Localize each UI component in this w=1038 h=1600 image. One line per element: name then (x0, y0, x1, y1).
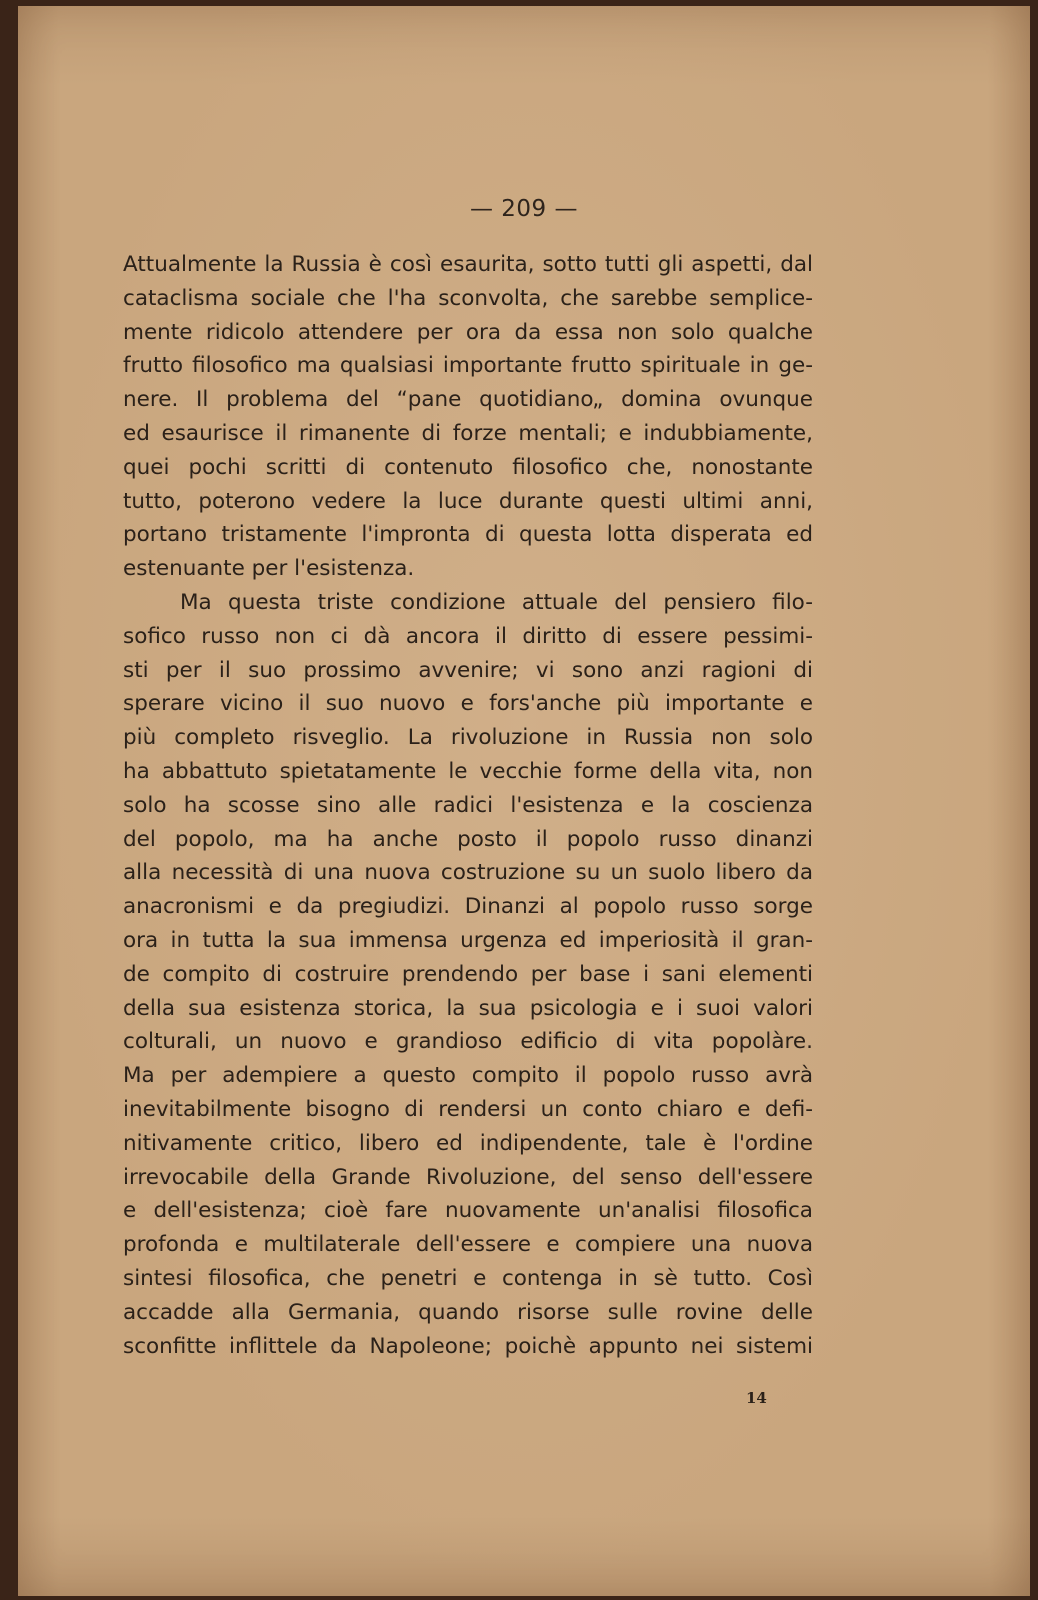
text-line: sconfitte inflittele da Napoleone; poichè appunto nei sistemi (123, 1333, 813, 1359)
book-page (18, 6, 1030, 1596)
text-line: più completo risveglio. La rivoluzione in Russia non solo (123, 725, 813, 751)
text-line: alla necessità di una nuova costruzione su un suolo libero da (123, 860, 813, 886)
text-line: frutto filosofico ma qualsiasi importante frutto spirituale in ge- (123, 353, 813, 379)
text-line: profonda e multilaterale dell'essere e compiere una nuova (123, 1232, 813, 1258)
text-line: ed esaurisce il rimanente di forze mentali; e indubbiamente, (123, 420, 813, 446)
text-line: sofico russo non ci dà ancora il diritto di essere pessimi- (123, 623, 813, 649)
text-line: estenuante per l'esistenza. (123, 556, 415, 582)
text-line: del popolo, ma ha anche posto il popolo russo dinanzi (123, 826, 813, 852)
text-line: sperare vicino il suo nuovo e fors'anche più importante e (123, 691, 813, 717)
text-line: Attualmente la Russia è così esaurita, sotto tutti gli aspetti, dal (123, 252, 813, 277)
text-line: ha abbattuto spietatamente le vecchie forme della vita, non (123, 758, 813, 784)
text-line: portano tristamente l'impronta di questa lotta disperata ed (123, 522, 813, 548)
body-text (123, 248, 813, 1363)
text-line: nere. Il problema del “pane quotidiano„ domina ovunque (123, 387, 813, 413)
text-line: mente ridicolo attendere per ora da essa non solo qualche (123, 319, 813, 345)
text-line: anacronismi e da pregiudizi. Dinanzi al popolo russo sorge (123, 894, 813, 920)
text-line: quei pochi scritti di contenuto filosofico che, nonostante (123, 454, 813, 480)
text-line: nitivamente critico, libero ed indipendente, tale è l'ordine (123, 1130, 813, 1156)
text-line: de compito di costruire prendendo per base i sani elementi (123, 961, 813, 987)
page-number: — 209 — (469, 196, 579, 222)
text-line: inevitabilmente bisogno di rendersi un conto chiaro e defi- (123, 1096, 813, 1122)
text-line: colturali, un nuovo e grandioso edificio di vita popolàre. (123, 1029, 813, 1055)
text-line: e dell'esistenza; cioè fare nuovamente un'analisi filosofica (123, 1198, 813, 1224)
text-line: Ma questa triste condizione attuale del pensiero filo- (180, 589, 813, 615)
text-line: ora in tutta la sua immensa urgenza ed imperiosità il gran- (123, 927, 813, 953)
text-line: tutto, poterono vedere la luce durante questi ultimi anni, (123, 488, 813, 514)
text-line: sti per il suo prossimo avvenire; vi sono anzi ragioni di (123, 657, 813, 683)
text-line: Ma per adempiere a questo compito il popolo russo avrà (123, 1063, 813, 1089)
signature-mark: 14 (746, 1389, 767, 1407)
text-line: della sua esistenza storica, la sua psicologia e i suoi valori (123, 995, 813, 1021)
text-line: solo ha scosse sino alle radici l'esistenza e la coscienza (123, 792, 813, 818)
text-line: cataclisma sociale che l'ha sconvolta, che sarebbe semplice- (123, 285, 813, 311)
text-line: irrevocabile della Grande Rivoluzione, del senso dell'essere (123, 1164, 813, 1190)
text-line: sintesi filosofica, che penetri e contenga in sè tutto. Così (123, 1265, 813, 1291)
text-line: accadde alla Germania, quando risorse sulle rovine delle (123, 1299, 813, 1325)
